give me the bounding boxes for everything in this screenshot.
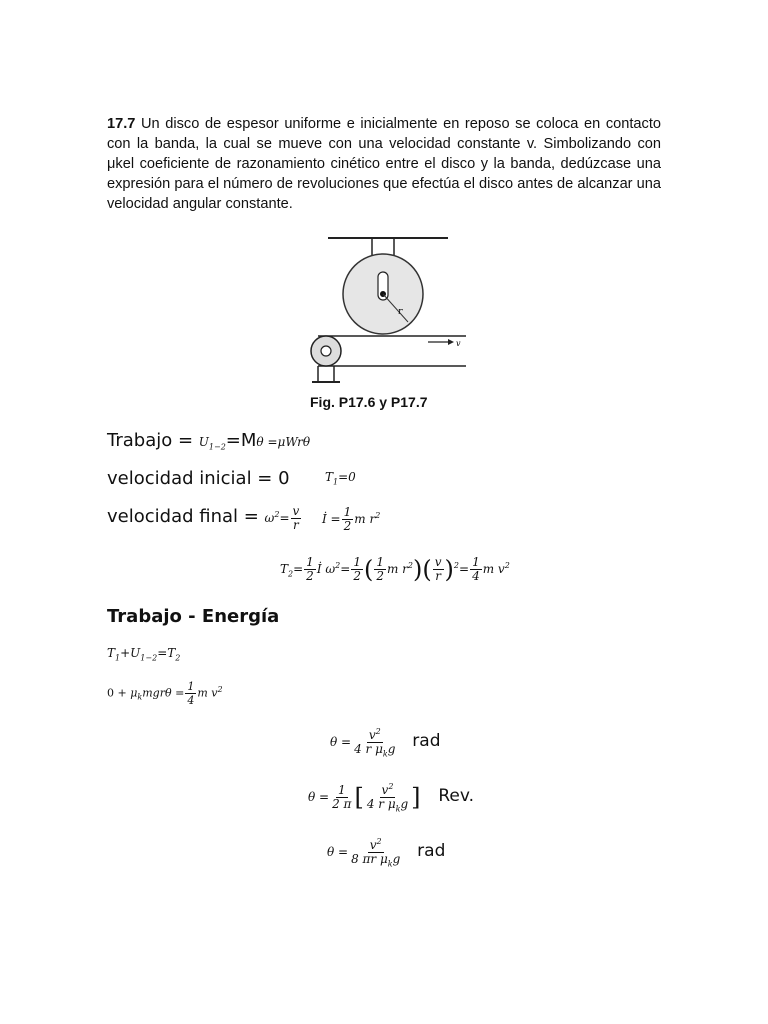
result2-two-pi: 2 π bbox=[332, 797, 352, 812]
energy2-mv: m v bbox=[197, 686, 218, 700]
work-label: Trabajo = bbox=[107, 430, 199, 451]
t2-eq2: = bbox=[340, 562, 351, 576]
result2-den: 4 r μ bbox=[366, 797, 396, 811]
omega-sq: 2 bbox=[274, 510, 280, 519]
result1-den-g: g bbox=[387, 742, 396, 756]
work-eq-m: =M bbox=[225, 430, 257, 451]
omega-num: v bbox=[292, 504, 300, 518]
t2-half-num-c: 1 bbox=[376, 555, 384, 569]
t2-paren-sq: 2 bbox=[453, 561, 459, 570]
t2-mr: m r bbox=[386, 562, 408, 576]
result-rad-1 bbox=[330, 725, 440, 760]
energy-eq: = bbox=[157, 646, 168, 660]
problem-number: 17.7 bbox=[107, 116, 136, 132]
energy-t1: T bbox=[107, 646, 116, 660]
result-rad-2 bbox=[327, 835, 445, 870]
work-u-sub: 1−2 bbox=[208, 442, 226, 452]
t2-half-den-c: 2 bbox=[376, 569, 384, 583]
energy-t2: T bbox=[167, 646, 176, 660]
t1-sub: 1 bbox=[333, 477, 339, 487]
result1-num-sq: 2 bbox=[375, 727, 381, 736]
result3-den-g: g bbox=[392, 852, 401, 866]
result2-unit: Rev. bbox=[438, 786, 475, 807]
t2-omega-sq: 2 bbox=[335, 561, 341, 570]
energy2-left: 0 + bbox=[107, 686, 131, 700]
result3-num-sq: 2 bbox=[376, 837, 382, 846]
omega-den: r bbox=[293, 518, 299, 532]
result2-one: 1 bbox=[337, 783, 346, 798]
result3-num: v bbox=[369, 838, 377, 852]
inertia-mr: m r bbox=[354, 512, 376, 526]
t2-mr-sq: 2 bbox=[407, 561, 413, 570]
energy2-quarter-num: 1 bbox=[187, 680, 195, 693]
omega: ω bbox=[264, 511, 275, 525]
result3-unit: rad bbox=[417, 841, 446, 862]
final-velocity-line bbox=[107, 505, 302, 532]
result3-den-sub: k bbox=[387, 859, 393, 869]
pulley-hub bbox=[321, 346, 331, 356]
energy2-mu-sub: k bbox=[137, 692, 143, 702]
t2-r: r bbox=[435, 569, 442, 583]
inertia-half-den: 2 bbox=[343, 519, 352, 533]
t2-eq: = bbox=[293, 562, 304, 576]
energy2-mu: μ bbox=[130, 686, 138, 700]
work-u: U bbox=[198, 435, 209, 449]
result1-theta: θ = bbox=[330, 735, 352, 750]
t2-i-omega: İ ω bbox=[316, 562, 336, 576]
energy-t2-sub: 2 bbox=[175, 653, 181, 663]
radius-label: r bbox=[398, 307, 403, 317]
t1-t: T bbox=[325, 470, 334, 484]
result1-den: 4 r μ bbox=[354, 742, 383, 756]
work-rest: θ =μWrθ bbox=[256, 435, 311, 449]
t2-t: T bbox=[280, 562, 289, 576]
problem-text: Un disco de espesor uniforme e inicialmente en reposo se coloca en contacto con la banda, la cual se mueve con una velocidad constante v. Simbolizando con μkel coeficiente de razonamiento cinético entre el disco y la banda, dedúzcase una expresión para el número de revoluciones que efectúa el disco antes de alcanzar una velocidad angular constante. bbox=[107, 116, 661, 212]
initial-velocity-label: velocidad inicial = 0 bbox=[107, 468, 290, 489]
result2-den-g: g bbox=[400, 797, 409, 811]
energy-t1-sub: 1 bbox=[115, 653, 121, 663]
energy2-mv-sq: 2 bbox=[217, 684, 223, 694]
disk-belt-diagram bbox=[298, 232, 468, 392]
result-rev: θ = $\frac{1}{2 \pi}$ [ $\frac{v^2}{4 r \mu_kg}$ ] Rev. bbox=[308, 782, 475, 814]
omega-eq: = bbox=[279, 511, 290, 525]
t1-equation bbox=[325, 470, 356, 486]
inertia-lhs: İ = bbox=[322, 512, 341, 526]
result1-den-sub: k bbox=[382, 749, 388, 759]
result2-theta: θ = bbox=[308, 790, 330, 805]
result1-unit: rad bbox=[412, 731, 441, 752]
problem-statement bbox=[107, 114, 661, 214]
inertia-mr-sq: 2 bbox=[375, 511, 381, 520]
result3-theta: θ = bbox=[327, 845, 349, 860]
t2-quarter-num: 1 bbox=[472, 555, 480, 569]
t2-mv-sq: 2 bbox=[504, 561, 510, 570]
energy-u-sub: 1−2 bbox=[140, 653, 158, 663]
work-line bbox=[107, 430, 310, 451]
t2-equation: $T_2=$ $\frac{1}{2}$ İ $\omega^2=$ $\frac{1}{2}$ ( $\frac{1}{2}$ m $r^2$)( $\frac{v}{r}$ )$^2$= $\frac{1}{4}$ m $v^2$ bbox=[280, 555, 510, 584]
t2-half-num-a: 1 bbox=[306, 555, 314, 569]
velocity-arrow-head bbox=[448, 339, 454, 345]
energy2-quarter-den: 4 bbox=[187, 694, 195, 707]
t1-eq: =0 bbox=[338, 470, 356, 484]
result3-den: 8 πr μ bbox=[351, 852, 388, 866]
belt-velocity-label: v bbox=[456, 339, 461, 348]
final-velocity-label: velocidad final = bbox=[107, 506, 265, 527]
result2-den-sub: k bbox=[395, 804, 401, 814]
figure-disk-belt bbox=[298, 232, 468, 412]
section-heading: Trabajo - Energía bbox=[107, 606, 280, 627]
energy-u: U bbox=[130, 646, 141, 660]
energy2-rest: mgrθ = bbox=[142, 686, 185, 700]
inertia-equation bbox=[322, 506, 380, 533]
figure-caption: Fig. P17.6 y P17.7 bbox=[310, 394, 428, 410]
result1-num: v bbox=[368, 728, 376, 742]
result2-num-sq: 2 bbox=[388, 782, 394, 791]
energy-substituted bbox=[107, 680, 223, 707]
t2-mv: m v bbox=[482, 562, 505, 576]
energy-balance bbox=[107, 646, 180, 662]
t2-half-den-b: 2 bbox=[353, 569, 361, 583]
t2-v: v bbox=[434, 555, 442, 569]
t2-sub: 2 bbox=[288, 569, 294, 579]
inertia-half-num: 1 bbox=[343, 505, 352, 519]
t2-eq3: = bbox=[459, 562, 470, 576]
t2-half-num-b: 1 bbox=[353, 555, 361, 569]
t2-quarter-den: 4 bbox=[472, 569, 480, 583]
result2-num: v bbox=[381, 783, 389, 797]
energy-plus: + bbox=[120, 646, 131, 660]
t2-half-den-a: 2 bbox=[306, 569, 314, 583]
